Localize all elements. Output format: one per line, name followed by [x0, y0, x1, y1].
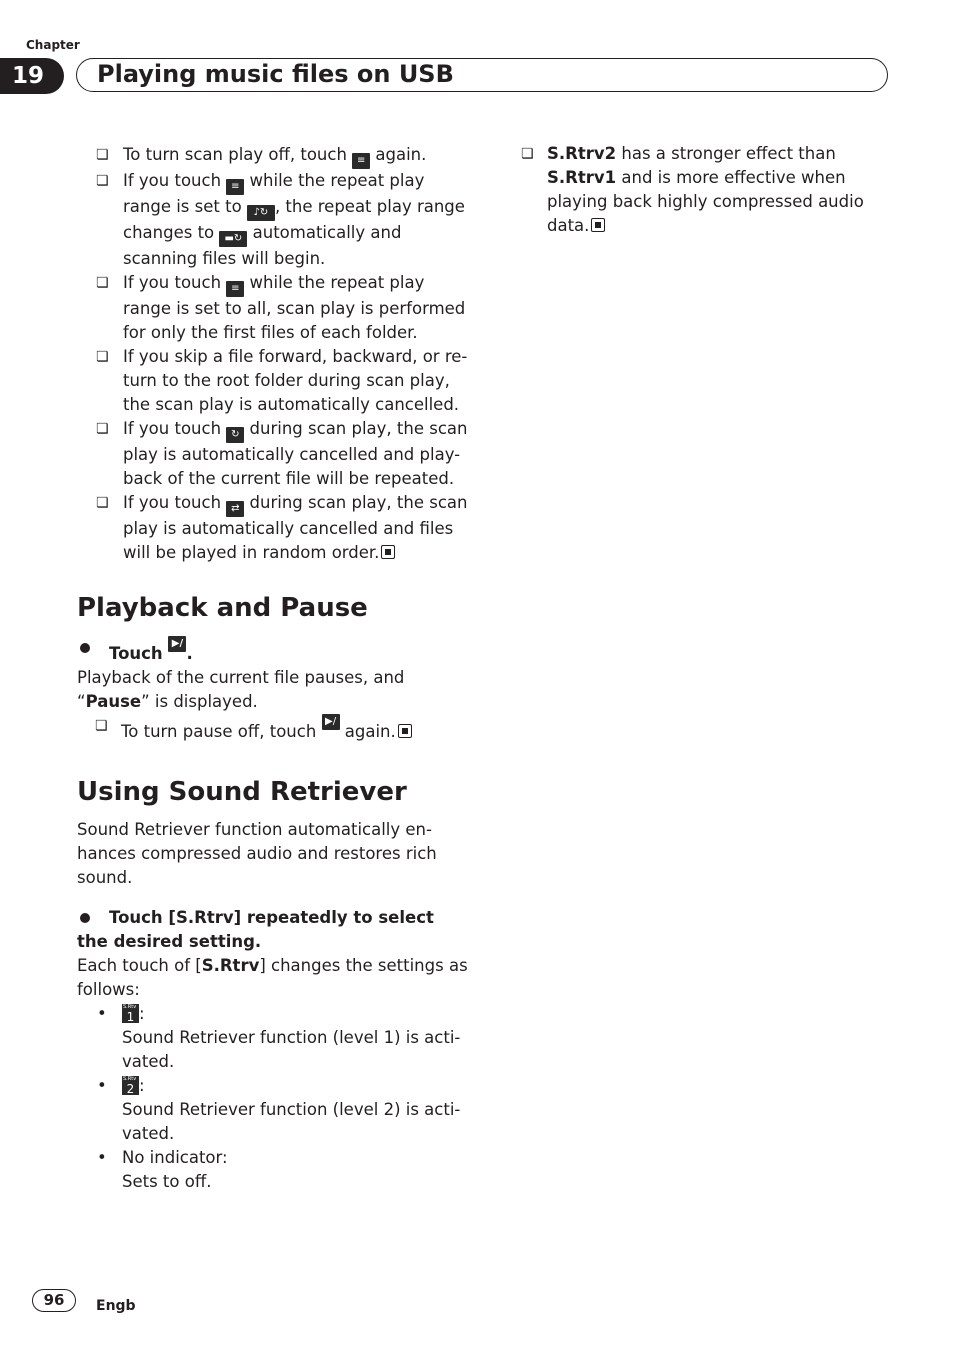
setting-desc: Sets to off.	[122, 1172, 212, 1191]
note-scan-repeat-all	[78, 271, 468, 345]
note-scan-repeat-track	[78, 169, 468, 271]
colon: :	[139, 1004, 145, 1023]
note-repeat-cancel	[78, 417, 468, 491]
list-scan-icon: ≡	[226, 281, 244, 297]
step-select-setting: Touch [S.Rtrv] repeatedly to select the desired setting.	[77, 906, 469, 954]
play-pause-icon: ▶/❚	[322, 714, 340, 730]
note-text: If you touch	[123, 273, 222, 292]
retriever-each-touch	[77, 954, 469, 1002]
desc-text: ] changes the settings as follows:	[77, 956, 468, 999]
end-mark-icon	[381, 545, 395, 559]
note-text: If you touch	[123, 493, 222, 512]
desc-bold: S.Rtrv	[201, 956, 260, 975]
chapter-label: Chapter	[26, 38, 80, 52]
setting-item-off	[77, 1146, 469, 1194]
note-text: while the repeat play range is set to	[123, 171, 425, 216]
colon: :	[139, 1076, 145, 1095]
note-bold: S.Rtrv1	[547, 168, 617, 187]
setting-item-level-2	[77, 1074, 469, 1146]
playback-description	[77, 666, 469, 714]
desc-text: Each touch of [	[77, 956, 202, 975]
note-srtrv-compare	[521, 142, 891, 238]
retriever-intro: Sound Retriever function automatically en-hances compressed audio and restores rich sound.	[77, 820, 437, 887]
note-text: If you touch	[123, 171, 222, 190]
language-code: Engb	[96, 1298, 136, 1314]
playback-section	[77, 636, 469, 744]
note-text: If you touch	[123, 419, 222, 438]
left-notes	[78, 143, 468, 565]
note-text: To turn pause off, touch	[121, 722, 317, 741]
list-scan-icon: ≡	[226, 179, 244, 195]
note-text: again.	[344, 722, 396, 741]
list-scan-icon: ≡	[352, 153, 370, 169]
page-number: 96	[32, 1289, 76, 1312]
note-text: again.	[375, 145, 427, 164]
desc-text: Playback of the current file pauses, and “	[77, 668, 405, 711]
desc-text: ” is displayed.	[141, 692, 258, 711]
setting-desc: Sound Retriever function (level 1) is acti-vated.	[122, 1028, 461, 1071]
chapter-title: Playing music files on USB	[76, 58, 888, 92]
right-notes	[521, 142, 891, 238]
note-skip-cancel: ❏ If you skip a file forward, backward, or re-turn to the root folder during scan play, the scan play is automatically cancelled.	[78, 345, 468, 417]
setting-label: • No indicator:	[122, 1148, 228, 1167]
note-pause-off	[77, 714, 469, 744]
end-mark-icon	[591, 218, 605, 232]
setting-desc: Sound Retriever function (level 2) is acti-vated.	[122, 1100, 461, 1143]
note-text: during scan play, the scan play is automatically cancelled and files will be played in random order.	[123, 493, 468, 562]
retriever-section	[77, 818, 469, 1194]
setting-item-level-1	[77, 1002, 469, 1074]
repeat-track-icon: ♪↻	[247, 205, 275, 221]
note-bold: S.Rtrv2	[547, 144, 617, 163]
step-text: Touch	[109, 644, 163, 663]
play-pause-icon: ▶/❚	[168, 636, 186, 652]
note-text: To turn scan play off, touch	[123, 145, 347, 164]
section-heading-playback: Playback and Pause	[77, 593, 368, 623]
sound-retriever-level-2-icon: • S.Rtv 2	[122, 1076, 139, 1095]
step-touch-play-pause	[77, 636, 469, 666]
step-text: .	[186, 644, 193, 663]
note-text: while the repeat play range is set to all, scan play is performed for only the first files of each folder.	[123, 273, 466, 342]
shuffle-icon: ⇄	[226, 501, 244, 517]
section-heading-retriever: Using Sound Retriever	[77, 777, 407, 807]
chapter-number-badge: 19	[0, 58, 64, 94]
note-text: automatically and scanning files will begin.	[123, 223, 402, 268]
note-text: has a stronger effect than	[621, 144, 836, 163]
repeat-folder-icon: ▬↻	[219, 231, 247, 247]
desc-bold: Pause	[85, 692, 142, 711]
note-scan-off	[78, 143, 468, 169]
repeat-icon: ↻	[226, 427, 244, 443]
note-text: and is more effective when playing back highly compressed audio data.	[547, 168, 864, 235]
note-shuffle-cancel	[78, 491, 468, 565]
end-mark-icon	[398, 724, 412, 738]
sound-retriever-level-1-icon: • S.Rtv 1	[122, 1004, 139, 1023]
note-text: , the repeat play range changes to	[123, 197, 465, 242]
note-text: during scan play, the scan play is automatically cancelled and play-back of the current file will be repeated.	[123, 419, 468, 488]
